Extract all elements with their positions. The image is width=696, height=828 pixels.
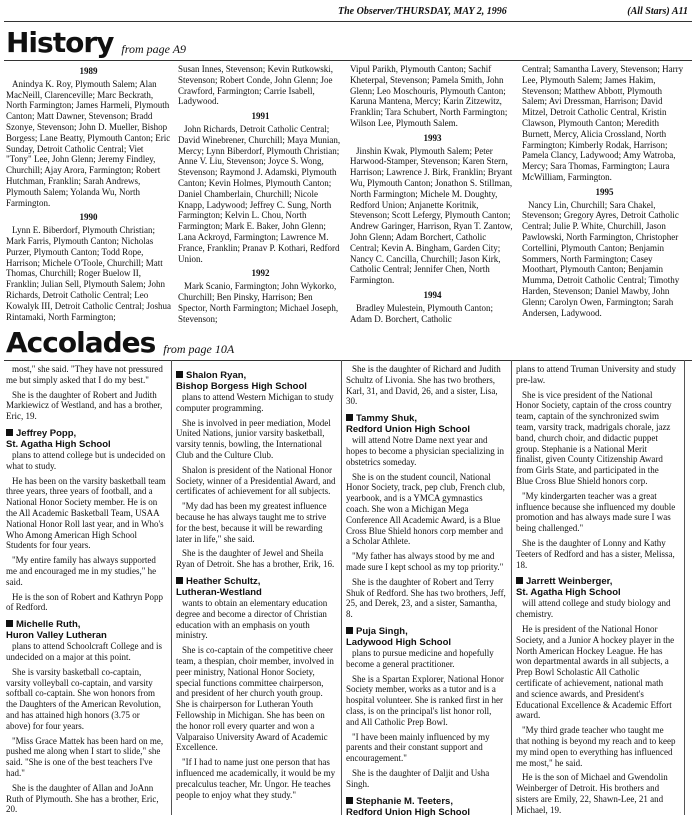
article-paragraph: She is the daughter of Richard and Judith Schultz of Livonia. She has two brothers, Karl, 31, and David, 26, and a sister, Lisa, 30. [346,364,501,407]
header-rule [4,21,692,22]
article-paragraph: She is the daughter of Jewel and Sheila Ryan of Detroit. She has a brother, Erik, 16. [176,548,335,570]
school-name: St. Agatha High School [6,438,111,450]
accolades-heading [6,327,234,359]
student-name: Tammy Shuk, [356,413,418,425]
honoree-list: Nancy Lin, Churchill; Sara Chakel, Stevenson; Gregory Ayres, Detroit Catholic Central; Julie P. White, Churchill, Jason Pawlowski, North Farmington, Christopher Cortellini, Plymouth Canton; Benjamin Sommers, North Farmington; Casey Moothart, Plymouth Canton; Benjamin Mumma, Detroit Catholic Central; Timothy Harden, Stevenson; Daniel Mawby, John Glenn; Carolyn Owen, Farmington; Sarah Andersen, Ladywood. [522,199,680,318]
year-heading: 1991 [251,111,270,122]
honoree-list: Mark Scanio, Farmington; John Wykorko, Churchill; Ben Pinsky, Harrison; Ben Spector, North Farmington; Michael Joseph, Stevenson; [178,281,339,324]
bullet-square-icon [346,627,353,634]
student-name: Puja Singh, [356,625,408,637]
honoree-list: Central; Samantha Lavery, Stevenson; Harry Lee, Plymouth Salem; James Hakim, Stevenson; Matthew Abbott, Plymouth Salem; Avi Dressman, Harrison; David Mitzel, Detroit Catholic Central, Kristin Clawson, Plymouth Canton; Meredith Burnett, Mercy, Alicia Crossland, North Farmington; Kimberly Rodak, Harrison; Pamela Clancy, Ladywood; Amy Watroba, Mercy; Sara Thomas, Farmington; Laura McWilliam, Farmington. [522,64,684,182]
student-name: Heather Schultz, [186,575,261,587]
history-column-1 [6,64,171,326]
student-heading [516,576,676,598]
article-paragraph: He has been on the varsity basketball team three years, three years of football, and a National Honor Society member. He is on the All Academic Basketball Team, USAA National Honor Roll last year, and in Who's Who Among American High School Students for four years. [6,475,166,551]
article-paragraph: most," she said. "They have not pressured me but simply asked that I do my best." [6,364,163,385]
bullet-square-icon [176,577,183,584]
accolades-column-3 [346,364,506,818]
accolades-column-4 [516,364,676,819]
article-paragraph: She is co-captain of the competitive cheer team, a thespian, choir member, involved in peer ministry, National Honor Society, special functions committee chairperson, and president of her church youth group. She is chairperson for Lutheran Youth Fellowship in Michigan. She has been on the honor roll every quarter and won a Valparaiso University Award of Academic Excellence. [176,645,334,753]
page-number: (All Stars) A11 [627,6,688,17]
year-heading: 1992 [251,268,270,279]
article-paragraph: "Miss Grace Mattek has been hard on me, pushed me along when I start to slide," she said. "She is one of the best teachers I've had." [6,735,164,778]
history-subtitle: from page A9 [121,42,187,56]
student-name: Michelle Ruth, [16,619,81,631]
article-paragraph: "My dad has been my greatest influence because he has always taught me to strive for the best, because it will be rewarding later in life," she said. [176,501,327,544]
student-heading [346,626,506,648]
article-paragraph: "I have been mainly influenced by my parents and their constant support and encouragement." [346,731,490,764]
student-heading [346,796,506,818]
article-paragraph: "My entire family has always supported me and encouraged me in my studies," he said. [6,555,157,587]
honoree-list: John Richards, Detroit Catholic Central; David Winebrener, Churchill; Maya Munian, Mercy; Lynn Biberdorf, Plymouth Christian; Anne V. Liu, Stevenson; Joyce S. Wong, Stevenson; Raymond J. Adamski, Plymouth Canton; Kevin Holmes, Plymouth Canton; Daniel Chamberlain, Churchill; Nicole Knapp, Ladywood; Jeffrey C. Sung, North Farmington; Kelvin L. Chou, North Farmington; Mark E. Baker, John Glenn; Lana Ackroyd, Farmington; Lawrence M. France, Franklin; Pranav P. Kothari, Redford Union. [178,123,341,264]
article-paragraph: He is the son of Michael and Gwendolin Weinberger of Detroit. His brothers and sisters are Emily, 22, Shawn-Lee, 21 and Michael, 19. [516,772,668,815]
bullet-square-icon [6,620,13,627]
article-paragraph: She is the daughter of Robert and Terry Shuk of Redford. She has two brothers, Jeff, 25, and Derek, 23, and a sister, Samantha, 8. [346,576,506,620]
article-paragraph: plans to attend college but is undecided on what to study. [6,449,166,471]
article-paragraph: He is the son of Robert and Kathryn Popp of Redford. [6,591,163,613]
masthead-date: The Observer/THURSDAY, MAY 2, 1996 [338,6,507,17]
article-paragraph: "My kindergarten teacher was a great influence because she influenced my double promotion and has always made sure I was being challenged." [516,490,676,534]
year-heading: 1994 [423,289,442,300]
article-paragraph: She is the daughter of Robert and Judith Markiewicz of Westland, and has a brother, Eric, 19. [6,389,163,422]
student-heading [6,619,166,641]
article-paragraph: plans to attend Truman University and study pre-law. [516,364,676,385]
bullet-square-icon [516,577,523,584]
school-name: Redford Union High School [346,806,471,818]
accolades-title: Accolades [6,326,156,359]
column-divider [684,360,685,815]
student-heading [6,428,166,450]
column-divider [511,360,512,815]
history-column-3 [350,64,515,328]
article-paragraph: She is varsity basketball co-captain, varsity volleyball co-captain, and varsity softball co-captain. She won honors from the Daughters of the American Revolution, and has attained high honors (3.75 or above) for four years. [6,666,161,731]
school-name: Huron Valley Lutheran [6,630,107,642]
article-paragraph: wants to obtain an elementary education degree and become a director of Christian education with an emphasis on youth ministry. [176,597,328,641]
history-title: History [6,26,114,59]
article-paragraph: "My third grade teacher who taught me that nothing is beyond my reach and to keep my mind open to everything has influenced me most," he said. [516,725,676,768]
honoree-list: Vipul Parikh, Plymouth Canton; Sachif Kheterpal, Stevenson; Pamela Smith, John Glenn; Leo Moschouris, Plymouth Canton; Karuna Mantena, Mercy; Karin Zitzewitz, Franklin; Tara Schubert, North Farmington; Wilson Lee, Plymouth Salem. [350,64,508,128]
bullet-square-icon [176,371,183,378]
student-name: Stephanie M. Teeters, [356,795,453,807]
article-paragraph: She is the daughter of Lonny and Kathy Teeters of Redford and has a sister, Melissa, 18. [516,537,675,570]
article-paragraph: "My father has always stood by me and made sure I kept school as my top priority." [346,551,504,572]
article-paragraph: "If I had to name just one person that has influenced me academically, it would be my precalculus teacher, Mr. Ungor. He teaches people to enjoy what they study." [176,757,336,800]
honoree-list: Susan Innes, Stevenson; Kevin Rutkowski, Stevenson; Robert Conde, John Glenn; Joe Crawford, Farmington; Carrie Isabell, Ladywood. [178,64,333,107]
accolades-rule [4,360,692,361]
article-paragraph: will attend Notre Dame next year and hopes to become a physician specializing in obstetrics someday. [346,435,504,467]
year-heading: 1990 [79,212,98,223]
school-name: Bishop Borgess High School [176,381,307,392]
accolades-column-2 [176,364,336,804]
article-paragraph: plans to attend Schoolcraft College and is undecided on a major at this point. [6,641,162,662]
page-header [0,0,696,22]
student-name: Jarrett Weinberger, [526,576,613,588]
student-heading [176,576,336,598]
honoree-list: Anindya K. Roy, Plymouth Salem; Alan MacNeill, Clarenceville; Marc Beckrath, North Farmington; James Harmeli, Plymouth Canton; Matt Dawner, Stevenson; Bradd Szonye, Stevenson; John D. Mueller, Bishop Borgess; Lane Beatty, Plymouth Canton; Eric Sunday, Detroit Catholic Central; Viet "Tony" Lee, John Glenn; Jeremy Findley, Churchill; Ajay Arora, Farmington; Robert Hutchman, Franklin; Sarah Andrews, Plymouth Salem; Yolanda Wu, North Farmington. [6,78,171,208]
student-heading [176,370,336,392]
bullet-square-icon [346,797,353,804]
history-heading [6,27,186,59]
article-paragraph: She is vice president of the National Honor Society, captain of the cross country team, captain of the synchronized swim team, varsity track, madrigals chorale, jazz band, church choir, and didactic puppet group. Stephanie is a National Merit finalist, given County Citizenship Award from Girls State, and participated in the Blue Cross Blue Shield honors corp. [516,389,672,486]
school-name: St. Agatha High School [516,587,621,599]
article-paragraph: He is president of the National Honor Society, and a Junior A hockey player in the North American Hockey League. He has won departmental awards in all subjects, a Prep Bowl Scholastic All Catholic certificate of achievement, national math and science awards, and President's Educational Excellence & Academic Effort award. [516,623,675,721]
bullet-square-icon [346,414,353,421]
history-column-4 [522,64,687,322]
accolades-column-1 [6,364,166,819]
honoree-list: Lynn E. Biberdorf, Plymouth Christian; Mark Farris, Plymouth Canton; Nicholas Purzer, Plymouth Canton; Todd Rope, Harrison; Michele O'Toole, Churchill; Matt Thomas, Churchill; Roger Buelow II, Franklin; Julian Sell, Plymouth Salem; John Richards, Detroit Catholic Central; Leo Kowalyk III, Detroit Catholic Central; Joshua Rintamaki, North Farmington; [6,225,171,322]
student-name: Jeffrey Popp, [16,427,77,439]
honoree-list: Jinshin Kwak, Plymouth Salem; Peter Harwood-Stamper, Stevenson; Karen Stern, Harrison; Lawrence J. Birk, Franklin; Bryant Wu, Plymouth Canton; Jonathon S. Stillman, North Farmington; Michele M. Doughty, Redford Union; Anjanette Koritnik, Stevenson; Scott Lefergy, Plymouth Canton; Andrew Garinger, Harrison, Ryan T. Zantow, John Glenn; Adam Borchert, Catholic Central; Kevin A. Bingham, Garden City; Nancy C. Cancilla, Churchill; Jason Kirk, Catholic Central; Jennifer Chen, North Farmington. [350,145,513,286]
school-name: Redford Union High School [346,424,471,436]
column-divider [341,360,342,815]
column-divider [171,360,172,815]
article-paragraph: plans to pursue medicine and hopefully become a general practitioner. [346,647,494,669]
school-name: Lutheran-Westland [176,586,262,598]
article-paragraph: She is involved in peer mediation, Model United Nations, junior varsity basketball, varsity tennis, bowling, the International Club and the Culture Club. [176,417,331,460]
article-paragraph: Shalon is president of the National Honor Society, winner of a Presidential Award, and certificates of achievement for all subjects. [176,464,336,497]
year-heading: 1993 [423,132,442,143]
history-rule [4,60,692,61]
article-paragraph: will attend college and study biology and chemistry. [516,598,671,620]
bullet-square-icon [6,429,13,436]
article-paragraph: She is on the student council, National Honor Society, track, pep club, French club, yearbook, and is a YMCA gymnastics coach. She won a Michigan Mega Conference All Academic Award, is a Blue Cross Blue Shield honors corp member and a Scholar Athlete. [346,471,505,547]
article-paragraph: She is the daughter of Daljit and Usha Singh. [346,767,490,789]
history-column-2 [178,64,343,328]
student-heading [346,413,506,435]
year-heading: 1995 [595,186,614,197]
school-name: Ladywood High School [346,636,452,648]
article-paragraph: plans to attend Western Michigan to study computer programming. [176,392,334,413]
article-paragraph: She is the daughter of Allan and JoAnn Ruth of Plymouth. She has a brother, Eric, 20. [6,782,159,815]
article-paragraph: She is a Spartan Explorer, National Honor Society member, works as a tutor and is a hospital volunteer. She is ranked first in her class, is on the principal's list honor roll, and All Catholic Prep Bowl. [346,673,504,727]
year-heading: 1989 [79,66,98,76]
student-name: Shalon Ryan, [186,370,247,381]
honoree-list: Bradley Mulestein, Plymouth Canton; Adam D. Borchert, Catholic [350,302,493,324]
accolades-subtitle: from page 10A [163,342,235,356]
